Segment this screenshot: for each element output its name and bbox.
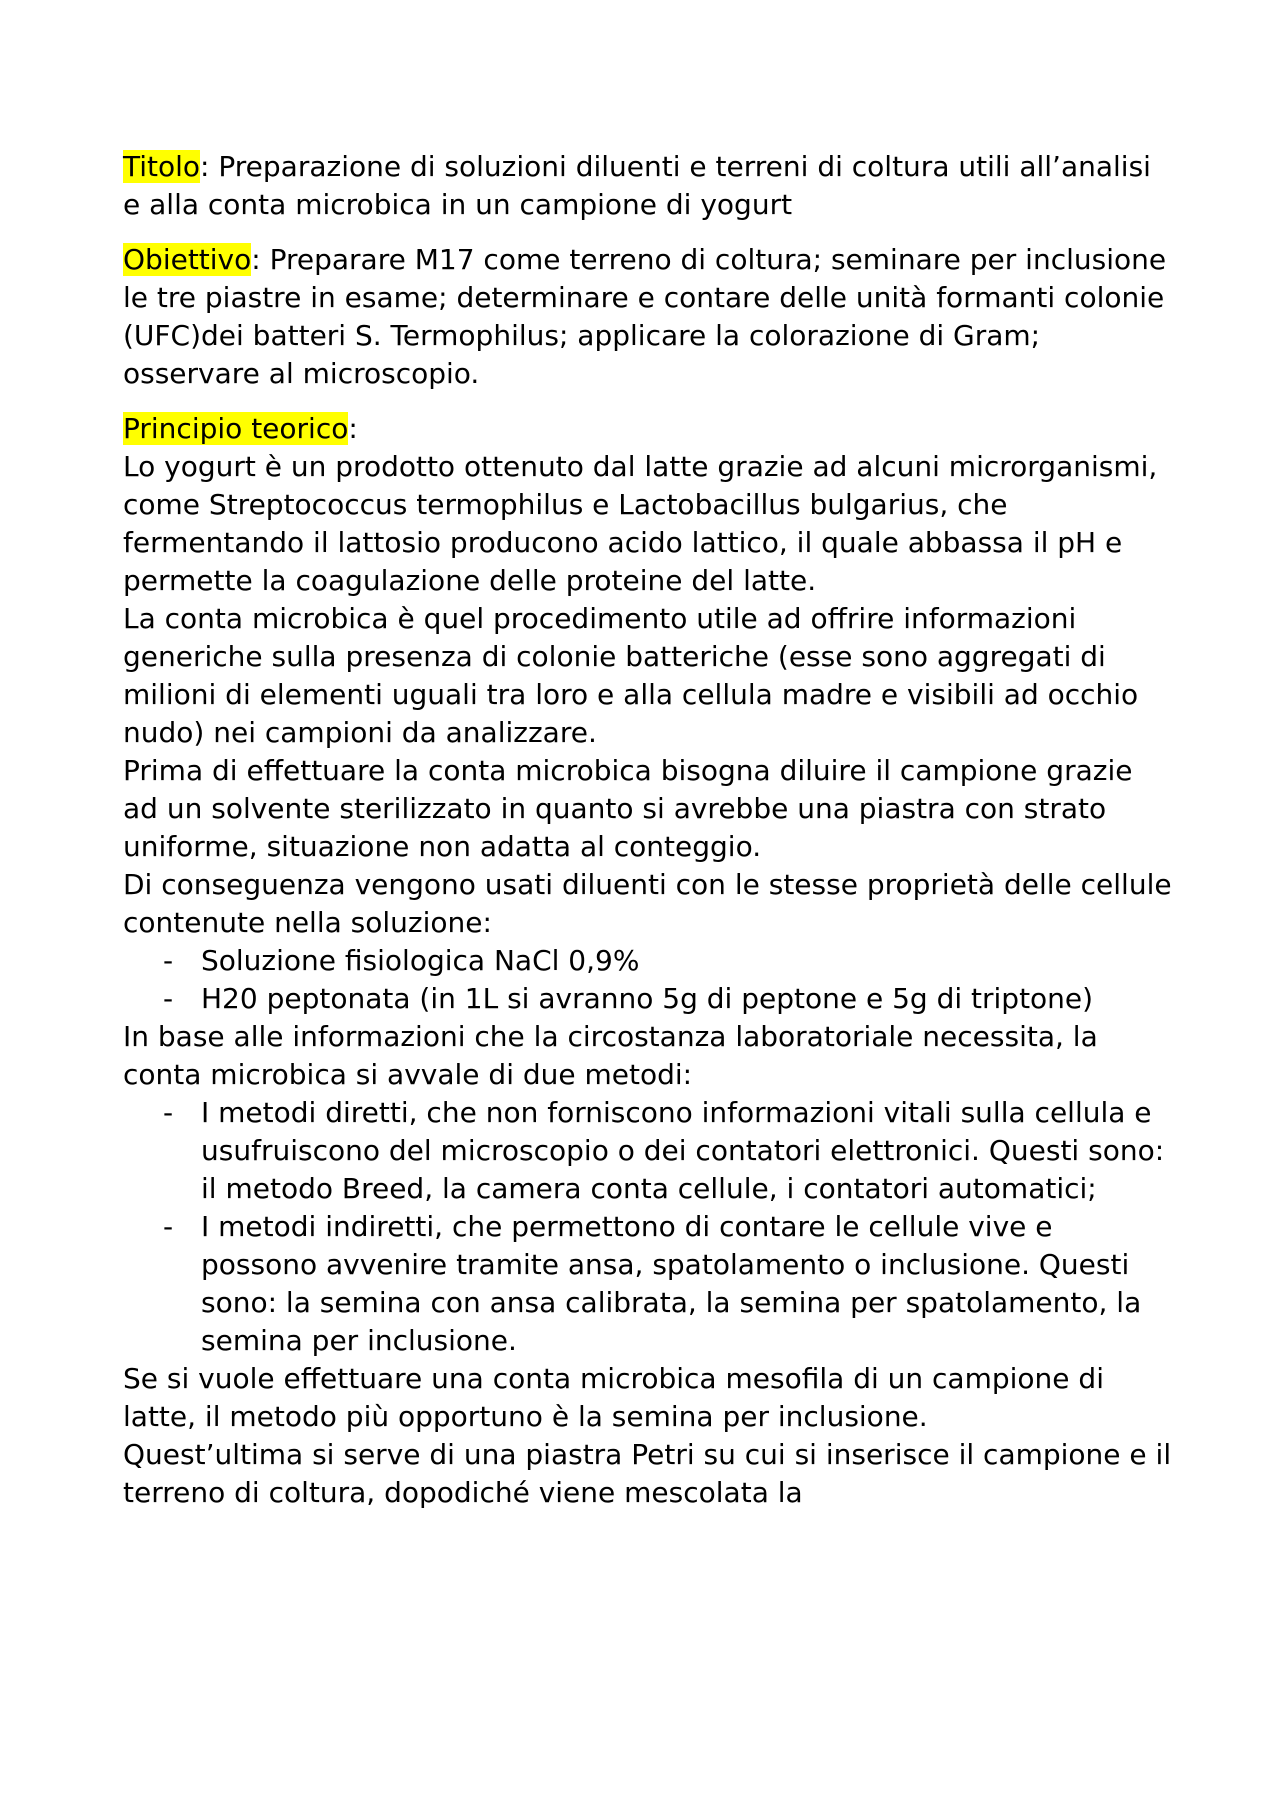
list-item [123,942,1173,980]
methods-list [123,1094,1173,1360]
objective-label: Obiettivo [123,243,252,276]
list-item [123,1094,1173,1208]
principle-paragraph-petri: Quest’ultima si serve di una piastra Petri su cui si inserisce il campione e il terreno di coltura, dopodiché viene mescolata la [123,1438,1172,1509]
bullet-dash: - [163,1210,174,1243]
title-text: : Preparazione di soluzioni diluenti e terreni di coltura utili all’analisi e alla conta microbica in un campione di yogurt [123,150,1151,221]
document-page [123,148,1173,1512]
title-label: Titolo [123,150,201,183]
principle-paragraph-conta: La conta microbica è quel procedimento utile ad offrire informazioni generiche sulla presenza di colonie batteriche (esse sono aggregati di milioni di elementi uguali tra loro e alla cellula madre e visibili ad occhio nudo) nei campioni da analizzare. [123,602,1139,749]
list-item-text: I metodi diretti, che non forniscono informazioni vitali sulla cellula e usufruiscono del microscopio o dei contatori elettronici. Questi sono: il metodo Breed, la camera conta cellule, i contatori automatici; [201,1096,1165,1205]
principle-paragraph-diluenti: Di conseguenza vengono usati diluenti con le stesse proprietà delle cellule contenute nella soluzione: [123,868,1172,939]
bullet-dash: - [163,944,174,977]
title-paragraph [123,148,1173,224]
bullet-dash: - [163,1096,174,1129]
list-item-text: H20 peptonata (in 1L si avranno 5g di peptone e 5g di triptone) [201,982,1094,1015]
objective-text: : Preparare M17 come terreno di coltura; seminare per inclusione le tre piastre in esame; determinare e contare delle unità formanti colonie (UFC)dei batteri S. Termophilus; applicare la colorazione di Gram; osservare al microscopio. [123,243,1167,390]
principle-colon: : [348,412,358,445]
diluents-list [123,942,1173,1018]
principle-heading [123,410,1173,448]
principle-paragraph-mesofila: Se si vuole effettuare una conta microbica mesofila di un campione di latte, il metodo più opportuno è la semina per inclusione. [123,1362,1104,1433]
list-item-text: I metodi indiretti, che permettono di contare le cellule vive e possono avvenire tramite ansa, spatolamento o inclusione. Questi sono: la semina con ansa calibrata, la semina per spatolamento, la semina per inclusione. [201,1210,1142,1357]
list-item [123,980,1173,1018]
principle-paragraph-metodi: In base alle informazioni che la circostanza laboratoriale necessita, la conta microbica si avvale di due metodi: [123,1020,1098,1091]
principle-section [123,410,1173,1512]
objective-paragraph [123,241,1173,393]
principle-paragraph-diluizione: Prima di effettuare la conta microbica bisogna diluire il campione grazie ad un solvente sterilizzato in quanto si avrebbe una piastra con strato uniforme, situazione non adatta al conteggio. [123,754,1133,863]
list-item-text: Soluzione fisiologica NaCl 0,9% [201,944,640,977]
bullet-dash: - [163,982,174,1015]
principle-label: Principio teorico [123,412,349,445]
list-item [123,1208,1173,1360]
principle-paragraph-yogurt: Lo yogurt è un prodotto ottenuto dal latte grazie ad alcuni microrganismi, come Streptococcus termophilus e Lactobacillus bulgarius, che fermentando il lattosio producono acido lattico, il quale abbassa il pH e permette la coagulazione delle proteine del latte. [123,450,1158,597]
